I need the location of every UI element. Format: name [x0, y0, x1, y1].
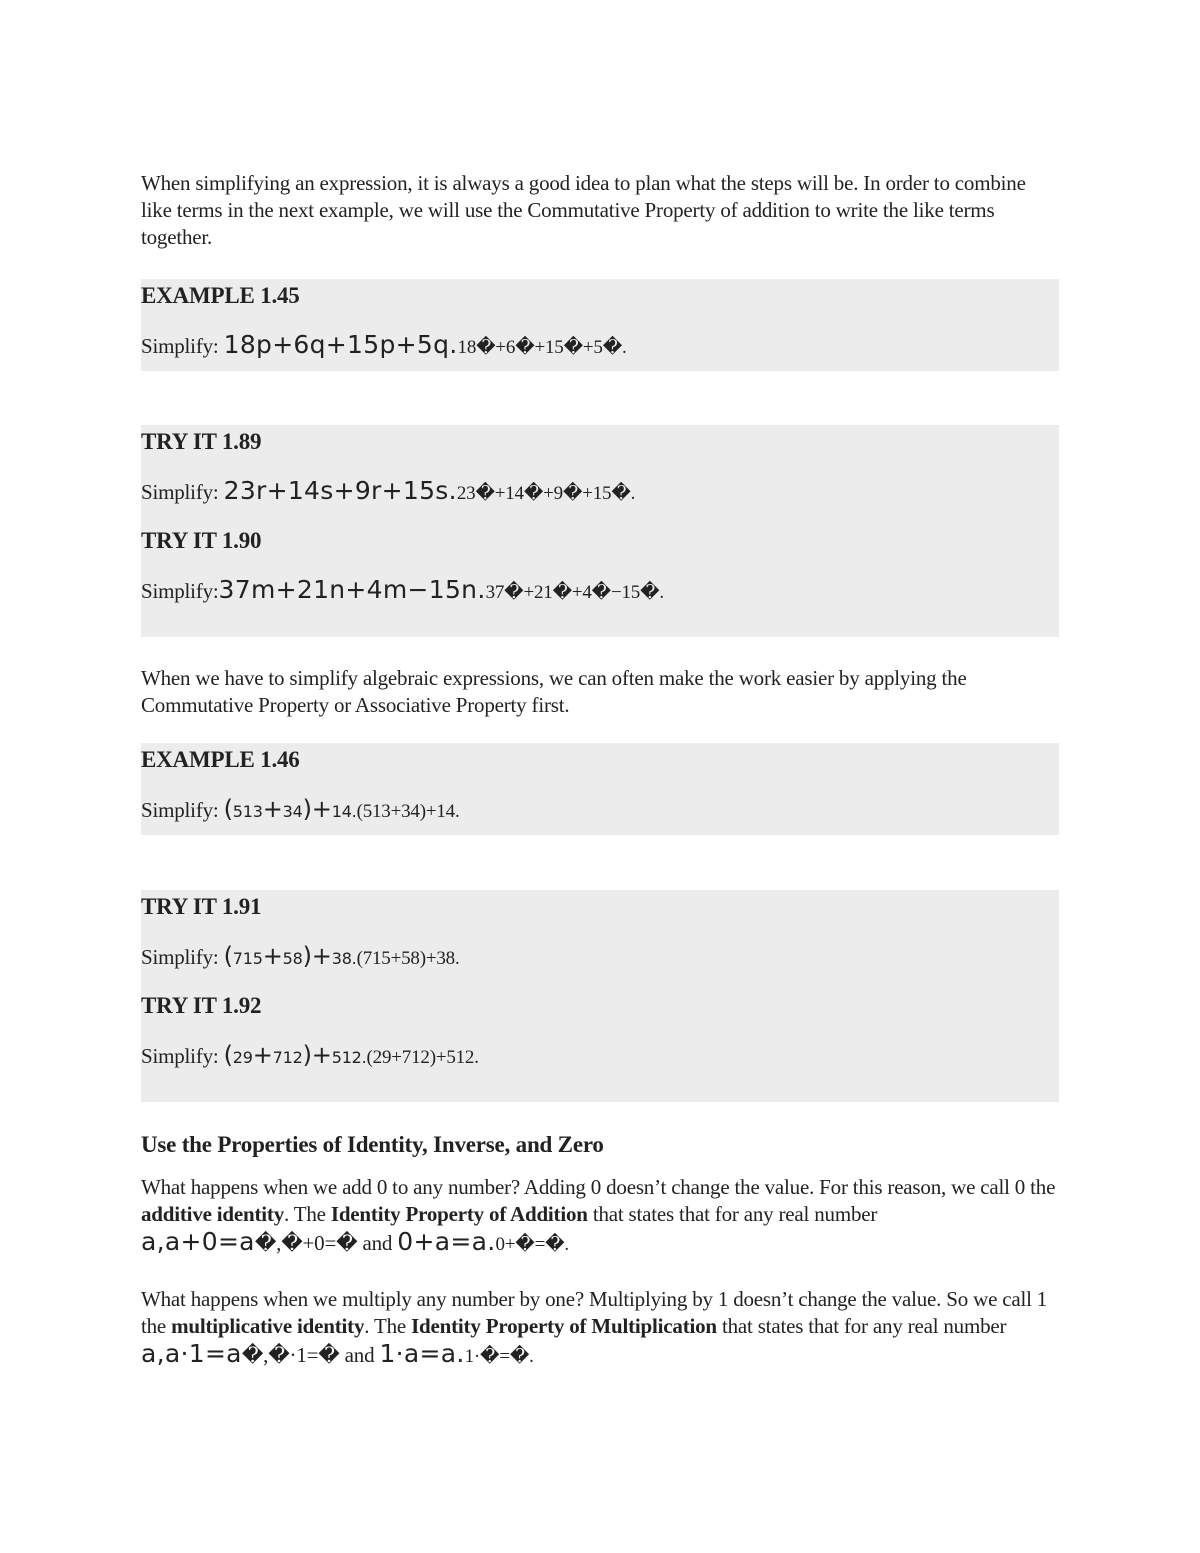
- simplify-label: Simplify:: [141, 798, 224, 822]
- try-it-1-91-heading: TRY IT 1.91: [141, 894, 262, 919]
- try-it-1-90-problem: [141, 570, 1059, 613]
- math-expression: a,a+0=a: [141, 1227, 255, 1256]
- additive-identity-paragraph: [141, 1174, 1059, 1258]
- term-multiplicative-identity: multiplicative identity: [171, 1314, 365, 1338]
- section-heading: Use the Properties of Identity, Inverse, and Zero: [141, 1132, 604, 1157]
- try-it-1-90-heading: TRY IT 1.90: [141, 528, 262, 553]
- example-1-46-problem: [141, 789, 1059, 832]
- example-1-46-box: [141, 743, 1059, 835]
- plus-sign: +: [311, 795, 332, 823]
- plus-sign: +: [262, 942, 283, 970]
- math-expression: 0+a=a.: [397, 1227, 496, 1256]
- example-1-46-heading: EXAMPLE 1.46: [141, 747, 300, 772]
- fraction-a: 715: [232, 949, 263, 968]
- fraction-c: 512.: [331, 1048, 367, 1067]
- fraction-c: 14.: [331, 802, 357, 821]
- math-alt-text: (29+712)+512.: [366, 1047, 479, 1068]
- math-alt-text: 23�+14�+9�+15�.: [456, 483, 636, 504]
- try-it-1-89-problem: [141, 471, 1059, 514]
- text-run: and: [339, 1343, 380, 1367]
- close-paren: ): [302, 942, 312, 970]
- close-paren: ): [302, 1041, 312, 1069]
- text-run: What happens when we add 0 to any number? Adding 0 doesn’t change the value. For this reason, we call 0 the: [141, 1175, 1056, 1199]
- try-it-1-91-problem: [141, 936, 1059, 979]
- simplify-label: Simplify:: [141, 945, 224, 969]
- open-paren: (: [223, 942, 233, 970]
- try-it-1-92-heading: TRY IT 1.92: [141, 993, 262, 1018]
- math-alt-text: �,�·1=�: [241, 1343, 340, 1367]
- math-alt-text: 1·�=�.: [464, 1346, 534, 1367]
- math-alt-text: 18�+6�+15�+5�.: [457, 337, 627, 358]
- close-paren: ): [302, 795, 312, 823]
- intro-paragraph: When simplifying an expression, it is always a good idea to plan what the steps will be. In order to combine like terms in the next example, we will use the Commutative Property of addition to write the like terms together.: [141, 171, 1026, 249]
- math-alt-text: 0+�=�.: [495, 1234, 569, 1255]
- example-1-45-problem: [141, 325, 1059, 368]
- fraction-a: 513: [232, 802, 263, 821]
- math-expression: 37m+21n+4m−15n.: [218, 575, 486, 604]
- fraction-c: 38.: [331, 949, 357, 968]
- simplify-label: Simplify:: [141, 480, 224, 504]
- open-paren: (: [223, 795, 233, 823]
- simplify-label: Simplify:: [141, 1044, 224, 1068]
- fraction-a: 29: [232, 1048, 253, 1067]
- simplify-label: Simplify:: [141, 579, 219, 603]
- math-alt-text: (715+58)+38.: [356, 948, 460, 969]
- text-run: that states that for any real number: [587, 1202, 878, 1226]
- document-content: [141, 170, 1059, 1370]
- example-1-45-heading: EXAMPLE 1.45: [141, 283, 300, 308]
- plus-sign: +: [262, 795, 283, 823]
- text-run: and: [357, 1231, 398, 1255]
- math-alt-text: (513+34)+14.: [356, 801, 460, 822]
- math-expression: 1·a=a.: [379, 1339, 465, 1368]
- plus-sign: +: [311, 942, 332, 970]
- math-expression: a,a·1=a: [141, 1339, 242, 1368]
- plus-sign: +: [311, 1041, 332, 1069]
- fraction-b: 712: [272, 1048, 303, 1067]
- plus-sign: +: [252, 1041, 273, 1069]
- text-run: that states that for any real number: [716, 1314, 1007, 1338]
- math-alt-text: �,�+0=�: [254, 1231, 358, 1255]
- text-run: . The: [284, 1202, 331, 1226]
- try-it-box-189-190: [141, 425, 1059, 637]
- term-identity-property-multiplication: Identity Property of Multiplication: [411, 1314, 717, 1338]
- text-run: . The: [364, 1314, 412, 1338]
- try-it-1-89-heading: TRY IT 1.89: [141, 429, 262, 454]
- math-alt-text: 37�+21�+4�−15�.: [485, 582, 664, 603]
- multiplicative-identity-paragraph: [141, 1286, 1059, 1370]
- math-expression: 23r+14s+9r+15s.: [223, 476, 457, 505]
- try-it-box-191-192: [141, 890, 1059, 1102]
- math-expression: 18p+6q+15p+5q.: [223, 330, 458, 359]
- open-paren: (: [223, 1041, 233, 1069]
- term-additive-identity: additive identity: [141, 1202, 285, 1226]
- fraction-b: 34: [282, 802, 303, 821]
- text-run: What happens when we multiply any number by one? Multiplying by 1 doesn’t change the value. So we call 1 the: [141, 1287, 1048, 1338]
- fraction-b: 58: [282, 949, 303, 968]
- example-1-45-box: [141, 279, 1059, 371]
- associative-paragraph: When we have to simplify algebraic expressions, we can often make the work easier by applying the Commutative Property or Associative Property first.: [141, 666, 967, 717]
- try-it-1-92-problem: [141, 1035, 1059, 1078]
- simplify-label: Simplify:: [141, 334, 224, 358]
- term-identity-property-addition: Identity Property of Addition: [330, 1202, 588, 1226]
